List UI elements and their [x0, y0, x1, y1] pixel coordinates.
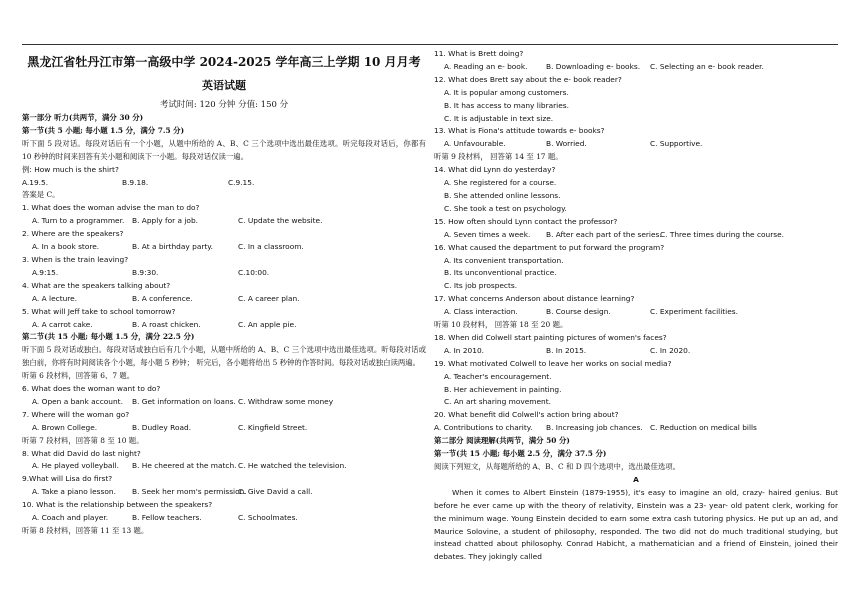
option-a: A. A lecture. — [32, 293, 78, 303]
option-b: B. In 2015. — [546, 345, 587, 355]
question-text: 16. What caused the department to put forward the program? — [434, 242, 665, 252]
question-options — [434, 61, 838, 74]
question-text: 12. What does Brett say about the e- book reader? — [434, 74, 622, 84]
question-block — [22, 202, 426, 228]
example-question: 例: How much is the shirt? — [22, 164, 119, 174]
question-text: 8. What did David do last night? — [22, 448, 141, 458]
option-a: A.9:15. — [32, 267, 59, 277]
question-options — [22, 215, 426, 228]
option-a: A.19.5. — [22, 177, 49, 187]
option-b: B.9.18. — [122, 177, 149, 187]
option-a: A. He played volleyball. — [32, 461, 119, 471]
section2-instructions: 听下面 5 段对话或独白。每段对话或独白后有几个小题，从题中所给的 A、B、C 三个选项中选出最佳选项。听每段对话或独白前，你将有时间阅读各个小题，每小题 5 秒钟； 听完后，各小题将给出 5 秒钟的作答时间。每段对话或独白读两遍。 — [22, 345, 426, 368]
question-options — [22, 293, 426, 306]
question-block — [22, 383, 426, 409]
option-c: C. Withdraw some money — [238, 396, 334, 406]
question-text: 5. What will Jeff take to school tomorrow? — [22, 306, 176, 316]
option-b: B. Dudley Road. — [132, 422, 192, 432]
section1-heading: 第一节(共 5 小题; 每小题 1.5 分，满分 7.5 分) — [22, 125, 185, 135]
option-a: A. Coach and player. — [32, 513, 109, 523]
option-c: C. He watched the television. — [238, 461, 347, 471]
question-block — [22, 473, 426, 499]
question-block — [22, 499, 426, 525]
option-b: B. Its unconventional practice. — [444, 268, 557, 278]
option-b: B. A roast chicken. — [132, 319, 201, 329]
question-block — [434, 293, 838, 319]
part2-instructions: 阅读下列短文，从每题所给的 A、B、C 和 D 四个选项中，选出最佳选项。 — [434, 462, 681, 471]
question-text: 9.What will Lisa do first? — [22, 474, 113, 484]
option-c: C. Supportive. — [650, 139, 703, 149]
question-block — [22, 306, 426, 332]
question-text: 1. What does the woman advise the man to do? — [22, 203, 200, 213]
option-b: B. Course design. — [546, 307, 611, 317]
option-c: C. Its job prospects. — [444, 281, 518, 291]
question-text: 17. What concerns Anderson about distance learning? — [434, 294, 635, 304]
option-a: A. Class interaction. — [444, 307, 518, 317]
question-block — [434, 242, 838, 294]
question-text: 20. What benefit did Colwell's action bring about? — [434, 410, 619, 420]
question-options — [434, 306, 838, 319]
option-a: A. Reading an e- book. — [444, 61, 528, 71]
question-block — [22, 448, 426, 474]
option-c: C. She took a test on psychology. — [444, 203, 567, 213]
option-b: B. Worried. — [546, 139, 587, 149]
question-options — [22, 396, 426, 409]
question-text: 14. What did Lynn do yesterday? — [434, 165, 556, 175]
option-a: A. Its convenient transportation. — [444, 255, 564, 265]
question-block — [22, 409, 426, 435]
option-c: C. A career plan. — [238, 293, 300, 303]
option-c: C. Reduction on medical bills — [650, 423, 757, 433]
option-a: A. Turn to a programmer. — [32, 216, 125, 226]
option-a: A. Open a bank account. — [32, 396, 123, 406]
question-options — [22, 241, 426, 254]
option-c: C. An art sharing movement. — [444, 397, 551, 407]
option-b: B. Apply for a job. — [132, 216, 198, 226]
passage-text: When it comes to Albert Einstein (1879-1955), it's easy to imagine an old, crazy- haired genius. But before he ever came up with the theory of relativity, Einstein was a 23- year- old patent clerk, working for the minimum wage. Young Einstein decided to earn some extra cash tutoring physics. He put up an ad, and Maurice Solovine, a student of philosophy, responded. The two did not do much traditional studying, but instead chatted about philosophy. Conrad Habicht, a mathematician and a friend of Einstein, joined their debates. They jokingly called — [434, 487, 838, 562]
material-note: 听第 10 段材料， 回答第 18 至 20 题。 — [434, 320, 568, 330]
option-b: B. She attended online lessons. — [444, 190, 561, 200]
material-note: 听第 8 段材料，回答第 11 至 13 题。 — [22, 526, 149, 535]
question-block — [434, 409, 838, 435]
option-c: C.9.15. — [228, 177, 255, 187]
question-block — [434, 125, 838, 151]
option-c: C. Schoolmates. — [238, 513, 298, 523]
option-b: B. After each part of the series. — [546, 229, 662, 239]
option-b: B.9:30. — [132, 267, 159, 277]
question-options — [22, 319, 426, 332]
option-a: A. Seven times a week. — [444, 229, 531, 239]
question-text: 11. What is Brett doing? — [434, 49, 524, 58]
option-a: A. She registered for a course. — [444, 178, 557, 188]
question-block — [22, 228, 426, 254]
option-a: A. A carrot cake. — [32, 319, 93, 329]
option-c: C. Three times during the course. — [660, 229, 784, 239]
part1-heading: 第一部分 听力(共两节，满分 30 分) — [22, 113, 144, 122]
material-note: 听第 6 段材料，回答第 6、7 题。 — [22, 371, 135, 381]
option-c: C. An apple pie. — [238, 319, 297, 329]
question-block — [434, 216, 838, 242]
option-a: A. Unfavourable. — [444, 139, 506, 149]
passage-label: A — [633, 474, 639, 484]
question-options — [22, 486, 426, 499]
page-title: 黑龙江省牡丹江市第一高级中学 2024-2025 学年高三上学期 10 月月考 — [27, 55, 421, 69]
question-block — [22, 280, 426, 306]
option-c: C. Update the website. — [238, 216, 323, 226]
header-rule — [22, 44, 838, 45]
question-text: 19. What motivated Colwell to leave her works on social media? — [434, 358, 672, 368]
question-block — [434, 332, 838, 358]
option-c: C. Kingfield Street. — [238, 422, 308, 432]
question-block — [22, 254, 426, 280]
question-options — [22, 267, 426, 280]
option-c: C. Give David a call. — [238, 487, 313, 497]
option-b: B. He cheered at the match. — [132, 461, 237, 471]
question-text: 3. When is the train leaving? — [22, 254, 129, 264]
question-options — [22, 460, 426, 473]
question-options — [22, 422, 426, 435]
question-block — [434, 358, 838, 410]
option-a: A. In 2010. — [444, 345, 484, 355]
section2-heading: 第二节(共 15 小题; 每小题 1.5 分，满分 22.5 分) — [22, 332, 195, 342]
question-block — [434, 164, 838, 216]
option-b: B. Fellow teachers. — [132, 513, 202, 523]
question-text: 15. How often should Lynn contact the professor? — [434, 216, 618, 226]
question-text: 2. Where are the speakers? — [22, 229, 124, 239]
material-note: 听第 7 段材料，回答第 8 至 10 题。 — [22, 435, 144, 445]
option-a: A. In a book store. — [32, 242, 100, 252]
option-c: C. In 2020. — [650, 345, 691, 355]
option-c: C. In a classroom. — [238, 242, 304, 252]
page-subtitle: 英语试题 — [202, 79, 246, 92]
option-b: B. A conference. — [132, 293, 193, 303]
question-text: 18. When did Colwell start painting pictures of women's faces? — [434, 332, 667, 342]
question-options — [434, 138, 838, 151]
option-b: B. Increasing job chances. — [546, 423, 643, 433]
question-text: 10. What is the relationship between the speakers? — [22, 500, 213, 510]
part2-section1-heading: 第一节(共 15 小题; 每小题 2.5 分，满分 37.5 分) — [434, 449, 607, 459]
section1-instructions: 听下面 5 段对话。每段对话后有一个小题，从题中所给的 A、B、C 三个选项中选出最佳选项。听完每段对话后，你都有 10 秒钟的时间来回答有关小题和阅读下一小题。每段对话仅读一遍。 — [22, 138, 426, 161]
option-b: B. Her achievement in painting. — [444, 384, 562, 394]
right-column — [434, 48, 838, 564]
question-text: 6. What does the woman want to do? — [22, 384, 161, 394]
option-c: C.10:00. — [238, 267, 270, 277]
question-text: 4. What are the speakers talking about? — [22, 280, 171, 290]
option-b: B. Downloading e- books. — [546, 61, 641, 71]
question-text: 13. What is Fiona's attitude towards e- books? — [434, 126, 605, 136]
example-answer: 答案是 C。 — [22, 190, 60, 200]
question-options — [434, 229, 838, 242]
question-block — [434, 74, 838, 126]
option-b: B. Seek her mom's permission. — [132, 487, 247, 497]
option-a: A. Teacher's encouragement. — [444, 371, 552, 381]
option-c: C. It is adjustable in text size. — [444, 113, 554, 123]
example-options — [22, 177, 426, 190]
question-text: 7. Where will the woman go? — [22, 409, 130, 419]
question-options — [434, 345, 838, 358]
part2-heading: 第二部分 阅读理解(共两节，满分 50 分) — [434, 436, 570, 446]
option-a: A. Take a piano lesson. — [32, 487, 116, 497]
option-a: A. It is popular among customers. — [444, 87, 569, 97]
option-b: B. At a birthday party. — [132, 242, 213, 252]
option-b: B. Get information on loans. — [132, 396, 236, 406]
question-options — [434, 422, 838, 435]
option-a: A. Brown College. — [32, 422, 98, 432]
material-note: 听第 9 段材料， 回答第 14 至 17 题。 — [434, 152, 563, 162]
option-c: C. Experiment facilities. — [650, 307, 738, 317]
left-column — [22, 48, 426, 538]
exam-info: 考试时间: 120 分钟 分值: 150 分 — [159, 100, 289, 110]
question-options — [22, 512, 426, 525]
option-a: A. Contributions to charity. — [434, 423, 533, 433]
option-c: C. Selecting an e- book reader. — [650, 61, 764, 71]
question-block — [434, 48, 838, 74]
option-b: B. It has access to many libraries. — [444, 100, 569, 110]
